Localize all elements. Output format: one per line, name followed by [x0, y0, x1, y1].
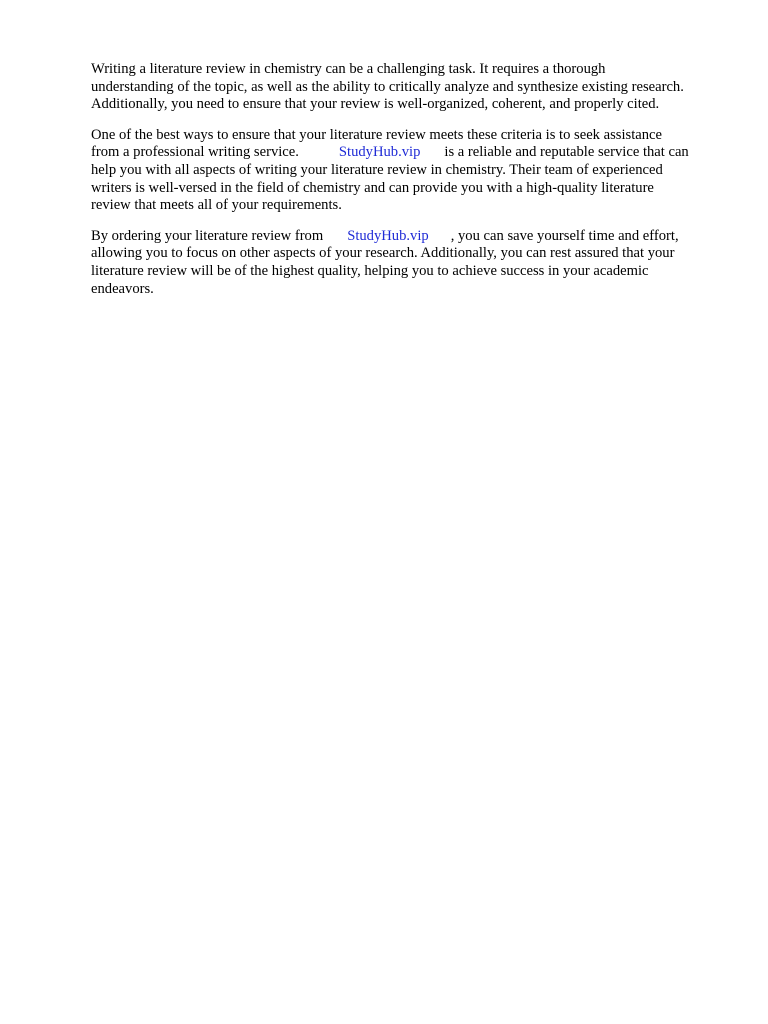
text-segment: , you can save yourself time and effort, [450, 227, 679, 244]
text-line: Additionally, you need to ensure that your review is well-organized, coherent, and properly cited. [91, 96, 660, 113]
text-line-with-link [91, 228, 731, 246]
paragraph-1 [91, 61, 731, 114]
text-line: Writing a literature review in chemistry can be a challenging task. It requires a thorough [91, 61, 606, 77]
studyhub-link[interactable]: StudyHub.vip [347, 227, 429, 244]
text-line: writers is well-versed in the field of chemistry and can provide you with a high-quality literature [91, 179, 654, 196]
text-segment: By ordering your literature review from [91, 227, 324, 244]
text-segment: from a professional writing service. [91, 144, 299, 161]
paragraph-3 [91, 228, 731, 298]
text-line: literature review will be of the highest quality, helping you to achieve success in your academic [91, 262, 649, 279]
text-line: One of the best ways to ensure that your literature review meets these criteria is to seek assistance [91, 126, 662, 143]
text-line: help you with all aspects of writing your literature review in chemistry. Their team of experienced [91, 161, 663, 178]
document-body [91, 61, 731, 311]
text-line: allowing you to focus on other aspects of your research. Additionally, you can rest assured that your [91, 245, 675, 262]
paragraph-2 [91, 127, 731, 215]
text-line: review that meets all of your requirements. [91, 197, 342, 214]
text-line: endeavors. [91, 280, 154, 297]
text-segment: is a reliable and reputable service that can [444, 144, 689, 161]
text-line-with-link [91, 144, 731, 162]
studyhub-link[interactable]: StudyHub.vip [338, 144, 421, 161]
text-line: understanding of the topic, as well as the ability to critically analyze and synthesize existing research. [91, 78, 684, 95]
